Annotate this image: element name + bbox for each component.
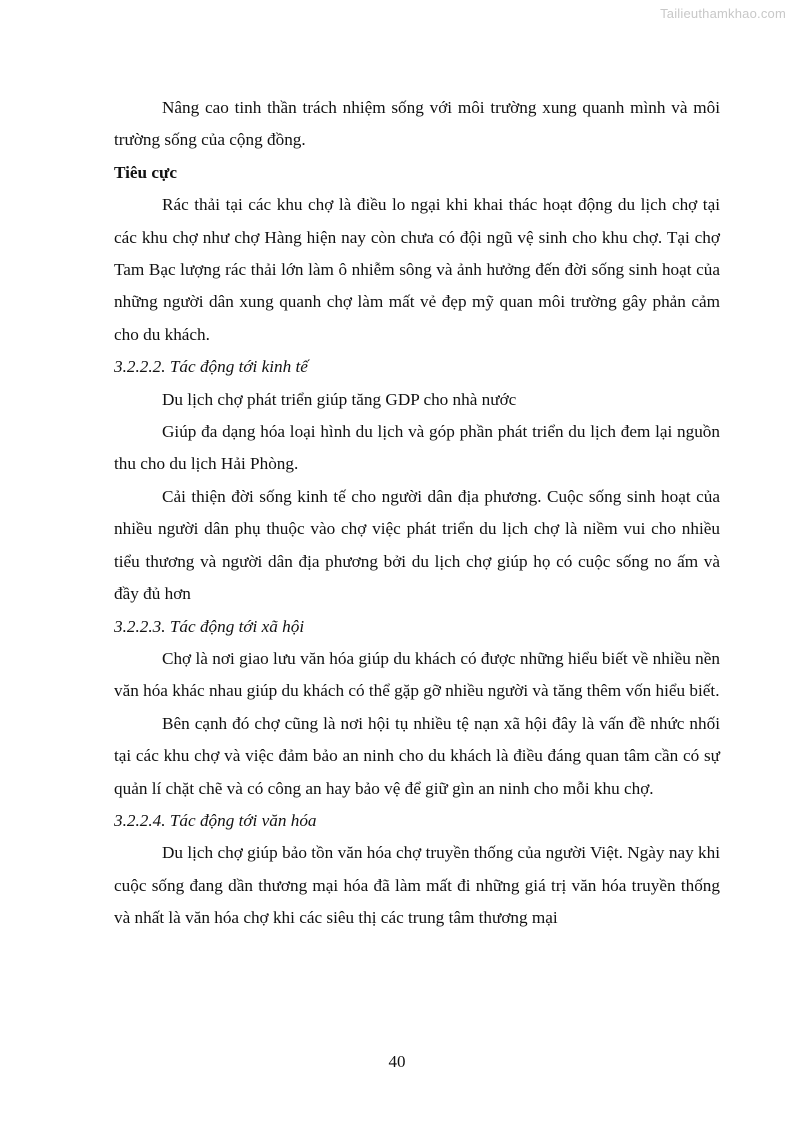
watermark: Tailieuthamkhao.com xyxy=(660,6,786,21)
paragraph-1: Nâng cao tinh thần trách nhiệm sống với môi trường xung quanh mình và môi trường sống của cộng đồng. xyxy=(114,98,720,150)
paragraph-2: Rác thải tại các khu chợ là điều lo ngại khi khai thác hoạt động du lịch chợ tại các khu chợ như chợ Hàng hiện nay còn chưa có đội ngũ vệ sinh cho khu chợ. Tại chợ Tam Bạc lượng rác thải lớn làm ô nhiễm sông và ảnh hưởng đến đời sống sinh hoạt của những người dân xung quanh chợ làm mất vẻ đẹp mỹ quan môi trường gây phản cảm cho du khách. xyxy=(114,195,720,344)
paragraph-8: Du lịch chợ giúp bảo tồn văn hóa chợ truyền thống của người Việt. Ngày nay khi cuộc sống đang dần thương mại hóa đã làm mất đi những giá trị văn hóa truyền thống và nhất là văn hóa chợ khi các siêu thị các trung tâm thương mại xyxy=(114,843,720,928)
paragraph-4: Giúp đa dạng hóa loại hình du lịch và góp phần phát triển du lịch đem lại nguồn thu cho du lịch Hải Phòng. xyxy=(114,422,720,474)
heading-society: 3.2.2.3. Tác động tới xã hội xyxy=(114,616,305,636)
heading-culture: 3.2.2.4. Tác động tới văn hóa xyxy=(114,810,317,830)
heading-negative: Tiêu cực xyxy=(114,162,177,182)
paragraph-7: Bên cạnh đó chợ cũng là nơi hội tụ nhiều tệ nạn xã hội đây là vấn đề nhức nhối tại các khu chợ và việc đảm bảo an ninh cho du khách là điều đáng quan tâm cần có sự quản lí chặt chẽ và có công an hay bảo vệ để giữ gìn an ninh cho mỗi khu chợ. xyxy=(114,713,720,798)
paragraph-6: Chợ là nơi giao lưu văn hóa giúp du khách có được những hiểu biết về nhiều nền văn hóa khác nhau giúp du khách có thể gặp gỡ nhiều người và tăng thêm vốn hiểu biết. xyxy=(114,648,720,701)
heading-economy: 3.2.2.2. Tác động tới kinh tế xyxy=(114,357,308,377)
document-body xyxy=(114,92,720,935)
page-number: 40 xyxy=(388,1052,406,1071)
paragraph-5: Cải thiện đời sống kinh tế cho người dân địa phương. Cuộc sống sinh hoạt của nhiều người dân phụ thuộc vào chợ việc phát triển du lịch chợ là niềm vui cho nhiều tiểu thương và người dân địa phương bởi du lịch chợ giúp họ có cuộc sống no ấm và đầy đủ hơn xyxy=(114,486,720,604)
paragraph-3: Du lịch chợ phát triển giúp tăng GDP cho nhà nước xyxy=(162,389,517,409)
